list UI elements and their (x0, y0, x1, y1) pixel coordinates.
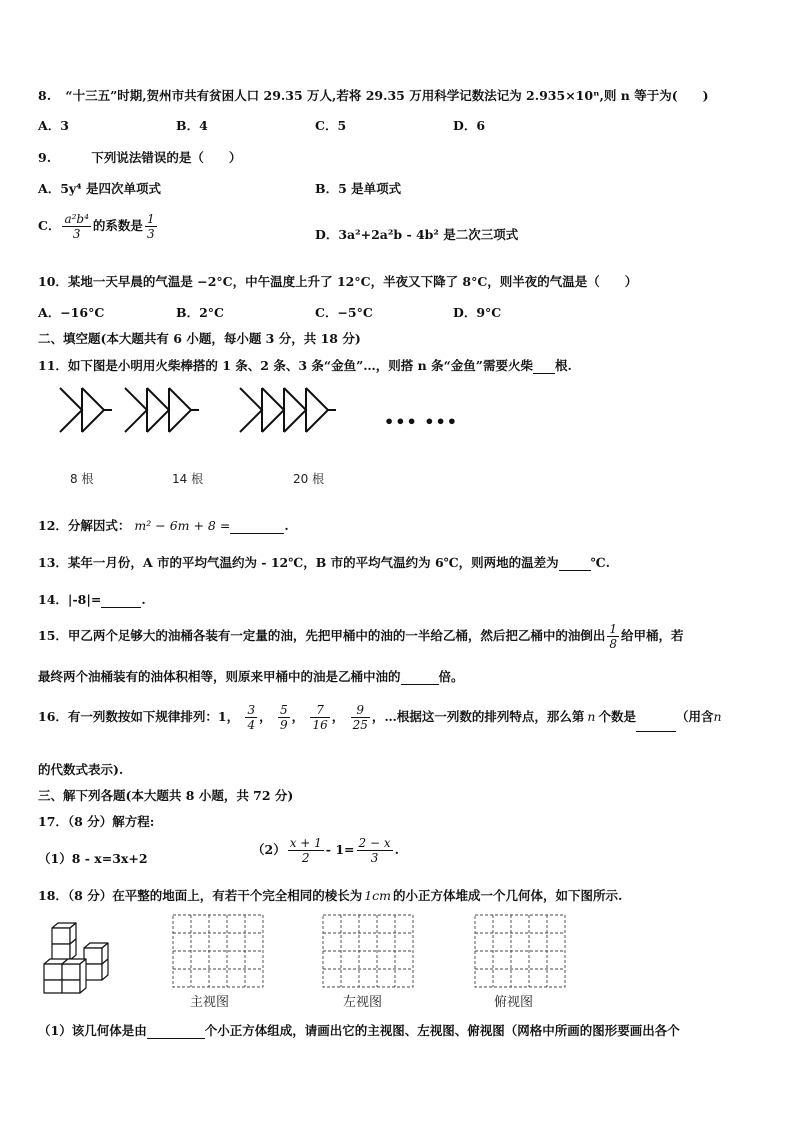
top-view-label: 俯视图 (494, 995, 534, 1010)
q8-stem (38, 86, 709, 104)
q16-text: 16．有一列数按如下规律排列：1， (38, 709, 240, 724)
q8-text: “十三五”时期,贺州市共有贫困人口 29.35 万人,若将 29.35 万用科学记数法记为 2.935×10ⁿ,则 n 等于为( ) (65, 88, 709, 103)
q16-blank[interactable] (636, 716, 676, 732)
q16-text-c: 个数是 (598, 709, 636, 724)
q16-fraction-1: $\frac{3}{4}$ (247, 703, 256, 732)
q17-fraction-2: $\frac{2 - x}{3}$ (358, 836, 391, 865)
q8-option-d: D．6 (453, 118, 486, 133)
q9-option-c-fraction-2: $\frac{1}{3}$ (146, 212, 155, 241)
q8-option-c: C．5 (315, 118, 347, 133)
q18-stem (38, 886, 622, 904)
q17-fraction-1: $\frac{x + 1}{2}$ (289, 836, 322, 865)
q11-caption-2: 14 根 (172, 472, 204, 486)
q9-option-c (38, 212, 159, 241)
q11-continuation-dots: ••• ••• (384, 412, 458, 431)
cube-stack-figure (40, 922, 120, 994)
q17-stem: 17．（8 分）解方程: (38, 814, 155, 829)
q16-fraction-3: $\frac{7}{16}$ (312, 703, 328, 732)
q15-tail: 倍。 (438, 669, 464, 684)
q11-caption-1: 8 根 (70, 472, 94, 486)
q15-blank[interactable] (401, 669, 439, 685)
q8-number: 8. (38, 88, 52, 103)
q14-text: 14．|-8|= (38, 592, 102, 607)
q9-stem (38, 148, 241, 166)
q15-fraction: $\frac{1}{8}$ (609, 622, 618, 651)
q12-expression: m² − 6m + 8 = (134, 518, 231, 533)
q9-option-b: B．5 是单项式 (315, 181, 402, 196)
section-2-heading: 二、填空题(本大题共有 6 小题，每小题 3 分，共 18 分) (38, 331, 361, 346)
q15-line-1 (38, 622, 684, 651)
q11-caption-3: 20 根 (293, 472, 325, 486)
q14-tail: . (141, 592, 146, 607)
q15-line-2 (38, 667, 464, 685)
q13-blank[interactable] (559, 555, 591, 571)
q15-text-2: 最终两个油桶装有的油体积相等，则原来甲桶中的油是乙桶中油的 (38, 669, 401, 684)
q16-variable-n: n (587, 709, 596, 724)
q9-option-c-text: 的系数是 (92, 218, 143, 233)
section-3-heading: 三、解下列各题(本大题共 8 小题，共 72 分) (38, 788, 294, 803)
q10-option-c: C．−5°C (315, 305, 373, 320)
q12-stem (38, 516, 289, 534)
q13-tail: ℃. (590, 555, 610, 570)
q16-line-1: 16．有一列数按如下规律排列：1， $\frac{3}{4}$ ， $\frac{5}{9}$ ， $\frac{7}{16}$ ， $\frac{9}{25}$ ，…根据这一列数的排列特点，那么第 n 个数是 （用含n (38, 703, 722, 732)
q16-text-b: ，…根据这一列数的排列特点，那么第 (371, 709, 585, 724)
q10-option-a: A．−16°C (38, 305, 105, 320)
q18-part-1 (38, 1021, 680, 1039)
q18-text: 18．（8 分）在平整的地面上，有若干个完全相同的棱长为 (38, 888, 363, 903)
q10-option-d: D．9°C (453, 305, 502, 320)
q8-option-a: A．3 (38, 118, 69, 133)
q18-text-b: 的小正方体堆成一个几何体，如下图所示. (393, 888, 623, 903)
q12-blank[interactable] (230, 518, 284, 534)
q11-blank[interactable] (533, 358, 555, 374)
q18-part-1-text: （1）该几何体是由 (38, 1023, 147, 1038)
q15-text: 15．甲乙两个足够大的油桶各装有一定量的油，先把甲桶中的油的一半给乙桶，然后把乙桶中的油倒出 (38, 628, 606, 643)
q18-blank[interactable] (147, 1023, 205, 1039)
q17-part-2 (252, 836, 399, 865)
q17-part-2-tail: . (394, 842, 399, 857)
fish-1-shape (60, 388, 112, 432)
fish-2-shape (125, 388, 199, 432)
q14-blank[interactable] (101, 592, 141, 608)
q12-tail: . (284, 518, 289, 533)
q9-option-c-label: C． (38, 218, 61, 233)
q13-stem (38, 553, 610, 571)
q9-option-c-fraction: $\frac{\text{a²b⁴}}{3}$ (64, 212, 89, 241)
top-view-grid (474, 914, 566, 990)
q11-tail: 根. (554, 358, 572, 373)
q9-option-a: A．5y⁴ 是四次单项式 (38, 181, 161, 196)
q17-part-2-mid: - 1= (325, 842, 355, 857)
q18-part-1-text-b: 个小正方体组成，请画出它的主视图、左视图、俯视图（网格中所画的图形要画出各个 (204, 1023, 680, 1038)
q16-fraction-2: $\frac{5}{9}$ (279, 703, 288, 732)
q16-line-2: 的代数式表示). (38, 762, 124, 777)
left-view-grid (322, 914, 414, 990)
q11-text: 11．如下图是小明用火柴棒搭的 1 条、2 条、3 条“金鱼”…，则搭 n 条“金鱼”需要火柴 (38, 358, 533, 373)
q8-option-b: B．4 (176, 118, 208, 133)
q10-option-b: B．2°C (176, 305, 224, 320)
q9-text: 下列说法错误的是（ ） (91, 150, 242, 165)
q11-stem (38, 356, 572, 374)
q16-text-d: （用含 (675, 709, 714, 724)
q18-unit: 1cm (364, 888, 392, 903)
q15-text-b: 给甲桶，若 (621, 628, 684, 643)
q9-option-d: D．3a²+2a²b - 4b² 是二次三项式 (315, 227, 519, 242)
left-view-label: 左视图 (343, 995, 383, 1010)
q9-number: 9. (38, 150, 52, 165)
q17-part-2-label: （2） (252, 842, 286, 857)
q17-part-1: （1）8 - x=3x+2 (38, 851, 148, 866)
q13-text: 13．某年一月份，A 市的平均气温约为 - 12℃，B 市的平均气温约为 6℃，则两地的温差为 (38, 555, 559, 570)
q14-stem (38, 590, 146, 608)
front-view-grid (172, 914, 264, 990)
front-view-label: 主视图 (190, 995, 230, 1010)
q16-variable-n-2: n (713, 709, 722, 724)
q12-text: 12．分解因式： (38, 518, 131, 533)
q10-stem: 10．某地一天早晨的气温是 −2°C，中午温度上升了 12°C，半夜又下降了 8°C，则半夜的气温是（ ） (38, 274, 638, 289)
q16-fraction-4: $\frac{9}{25}$ (352, 703, 368, 732)
fish-3-shape (240, 388, 336, 432)
